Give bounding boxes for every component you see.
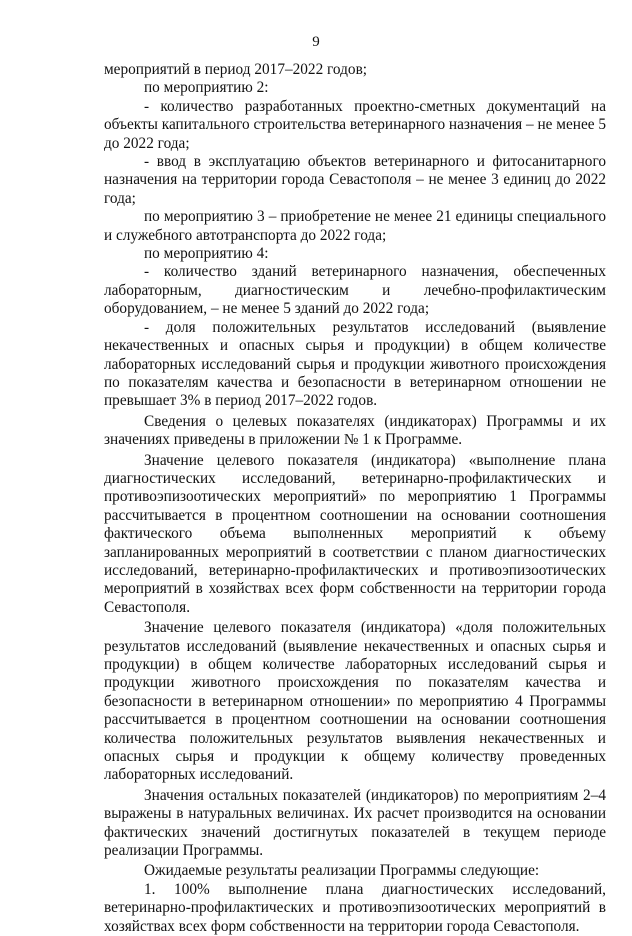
paragraph-14: 1. 100% выполнение плана диагностических исследований, ветеринарно-профилактических и противоэпизоотических мероприятий в хозяйствах всех форм собственности на территории города Севастополя. [104,880,606,935]
page-number: 9 [312,34,320,50]
paragraph-6: по мероприятию 4: [144,245,269,263]
document-body [104,61,606,936]
paragraph-7: - количество зданий ветеринарного назначения, обеспеченных лабораторным, диагностическим и лечебно-профилактическим оборудованием, – не менее 5 зданий до 2022 года; [104,263,606,318]
paragraph-10: Значение целевого показателя (индикатора) «выполнение плана диагностических исследований, ветеринарно-профилактических и противоэпизоотических мероприятий» по мероприятию 1 Программы рассчитывается в процентном соотношении на основании соотношения фактического объема выполненных мероприятий к объему запланированных мероприятий в соответствии с планом диагностических исследований, ветеринарно-профилактических и противоэпизоотических мероприятий в хозяйствах всех форм собственности на территории города Севастополя. [104,451,606,616]
paragraph-2: по мероприятию 2: [144,79,269,97]
paragraph-8: - доля положительных результатов исследований (выявление некачественных и опасных сырья и продукции) в общем количестве лабораторных исследований сырья и продукции животного происхождения по показателям качества и безопасности в ветеринарном отношении не превышает 3% в период 2017–2022 годов. [104,318,606,410]
paragraph-9: Сведения о целевых показателях (индикаторах) Программы и их значениях приведены в приложении № 1 к Программе. [104,412,606,449]
paragraph-11: Значение целевого показателя (индикатора) «доля положительных результатов исследований (выявление некачественных и опасных сырья и продукции) в общем количестве лабораторных исследований сырья и продукции животного происхождения по показателям качества и безопасности в ветеринарном отношении» по мероприятию 4 Программы рассчитывается в процентном соотношении на основании соотношения количества положительных результатов выявления некачественных и опасных сырья и продукции к общему количеству проведенных лабораторных исследований. [104,619,606,784]
paragraph-4: - ввод в эксплуатацию объектов ветеринарного и фитосанитарного назначения на территории города Севастополя – не менее 3 единиц до 2022 года; [104,153,606,207]
paragraph-3: - количество разработанных проектно-сметных документаций на объекты капитального строительства ветеринарного назначения – не менее 5 до 2022 года; [104,97,607,152]
paragraph-13: Ожидаемые результаты реализации Программы следующие: [144,862,540,880]
paragraph-5: по мероприятию 3 – приобретение не менее 21 единицы специального и служебного автотранспорта до 2022 года; [104,208,606,244]
paragraph-12: Значения остальных показателей (индикаторов) по мероприятиям 2–4 выражены в натуральных величинах. Их расчет производится на основании фактических значений достигнутых показателей в текущем периоде реализации Программы. [104,786,606,860]
paragraph-1: мероприятий в период 2017–2022 годов; [104,61,368,78]
